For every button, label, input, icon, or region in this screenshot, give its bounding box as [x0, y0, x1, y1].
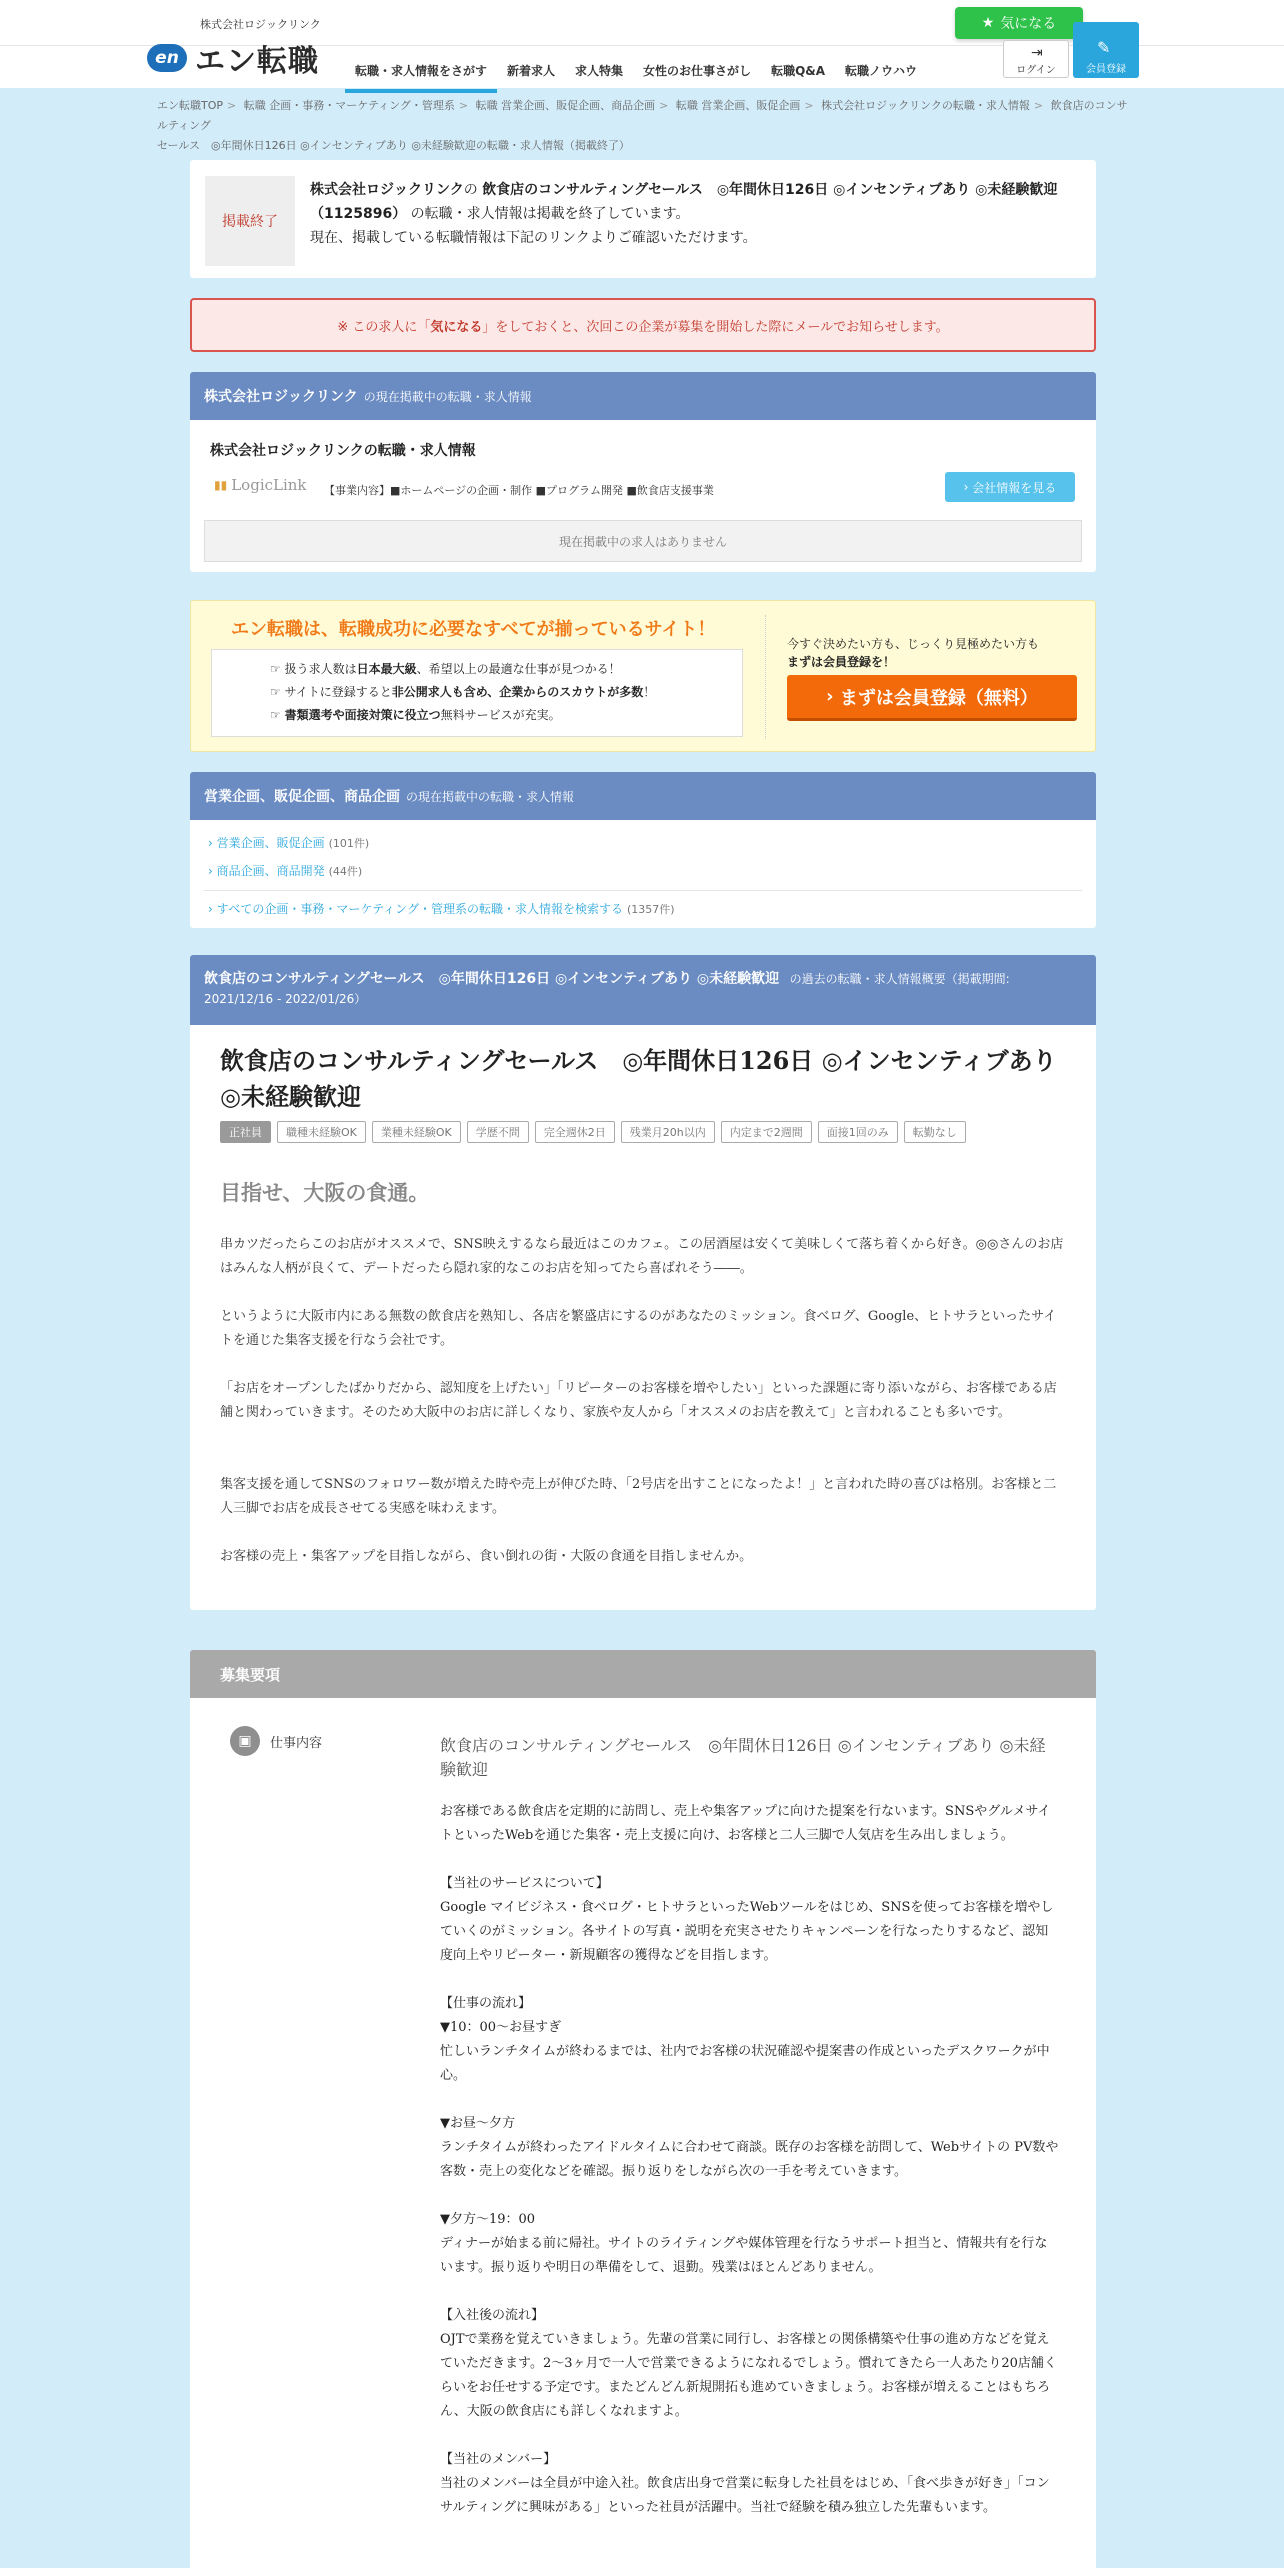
kininaru-button[interactable]: [955, 7, 1083, 39]
job-tag: 面接1回のみ: [818, 1121, 898, 1143]
company-logo: [214, 476, 307, 494]
divider: [204, 890, 1082, 891]
register-button[interactable]: [1073, 22, 1139, 78]
company-info-label: 会社情報を見る: [972, 480, 1057, 495]
job-tag: 残業月20h以内: [621, 1121, 715, 1143]
tag-employment-type: 正社員: [220, 1121, 271, 1143]
promo-list: [211, 649, 743, 737]
header-company-name: 株式会社ロジックリンク: [200, 18, 321, 31]
job-summary-card: [190, 955, 1096, 1610]
category-link-label: 商品企画、商品開発: [216, 864, 325, 878]
company-panel-title: 株式会社ロジックリンク: [204, 389, 358, 405]
requirements-title: 飲食店のコンサルティングセールス ◎年間休日126日 ◎インセンティブあり ◎未経験歓迎: [440, 1736, 1046, 1779]
job-tag: 学歴不問: [467, 1121, 529, 1143]
job-paragraph: 串カツだったらこのお店がオススメで、SNS映えするなら最近はこのカフェ。この居酒屋は安くて美味しくて落ち着くから好き。◎◎さんのお店はみんな人柄が良くて、デートだったら隠れ家的なこのお店を知ってたら喜ばれそう――。: [220, 1237, 1064, 1276]
job-paragraph: 集客支援を通してSNSのフォロワー数が増えた時や売上が伸びた時、「2号店を出すことになったよ！」と言われた時の喜びは格別。お客様と二人三脚でお店を成長させてる実感を味わえます。: [220, 1477, 1057, 1516]
breadcrumb-current: 飲食店のコンサルティング: [157, 99, 1128, 132]
ended-notice-card: [190, 160, 1096, 278]
hand-pointer-icon: ☞: [270, 685, 285, 699]
login-label: ログイン: [1016, 65, 1056, 76]
category-link[interactable]: › 営業企画、販促企画 (101件): [208, 836, 370, 850]
ended-line2: 現在、掲載している転職情報は下記のリンクよりご確認いただけます。: [310, 230, 757, 246]
company-panel-header: [190, 372, 1096, 420]
chevron-right-icon: ›: [963, 480, 973, 494]
requirements-card: [190, 1650, 1096, 2568]
nav-new-jobs[interactable]: 新着求人: [507, 64, 556, 78]
bar-chart-icon: ▮▮: [214, 478, 228, 492]
global-nav: [345, 56, 927, 93]
nav-women-jobs[interactable]: 女性のお仕事さがし: [643, 64, 752, 78]
nav-job-search[interactable]: 転職・求人情報をさがす: [345, 56, 497, 93]
hand-pointer-icon: ☞: [270, 662, 285, 676]
job-tag: 業種未経験OK: [372, 1121, 461, 1143]
company-info-button[interactable]: [945, 472, 1075, 502]
promo-title: エン転職は、転職成功に必要なすべてが揃っているサイト！: [231, 619, 716, 640]
category-link-count: (1357件): [626, 903, 675, 916]
breadcrumb-item[interactable]: 転職 企画・事務・マーケティング・管理系: [243, 99, 455, 112]
notice-suffix: 」をしておくと、次回この企業が募集を開始した際にメールでお知らせします。: [482, 319, 949, 335]
category-link-label: すべての企画・事務・マーケティング・管理系の転職・求人情報を検索する: [216, 902, 623, 916]
company-jobs-title: 株式会社ロジックリンクの転職・求人情報: [210, 443, 476, 459]
notice-prefix: ※ この求人に「: [337, 319, 431, 335]
category-link-count: (44件): [328, 865, 363, 878]
job-catchphrase: 目指せ、大阪の食通。: [220, 1180, 430, 1205]
job-tag: 完全週休2日: [535, 1121, 615, 1143]
category-search-all-link[interactable]: › すべての企画・事務・マーケティング・管理系の転職・求人情報を検索する (1357件): [208, 902, 675, 916]
notice-highlight: 気になる: [430, 319, 483, 335]
site-header: [0, 0, 1284, 88]
breadcrumb-item[interactable]: 転職 営業企画、販促企画: [675, 99, 801, 112]
kininaru-label: 気になる: [1000, 16, 1057, 32]
requirements-label: 仕事内容: [270, 1736, 323, 1751]
ended-job-title: 飲食店のコンサルティングセールス ◎年間休日126日 ◎インセンティブあり ◎未経験歓迎（1125896）: [310, 182, 1058, 222]
star-icon: ★: [981, 15, 995, 31]
ended-suffix: の転職・求人情報は掲載を終了しています。: [410, 206, 690, 222]
requirements-header: 募集要項: [190, 1650, 1096, 1698]
job-tag: 内定まで2週間: [721, 1121, 812, 1143]
ended-message: [310, 178, 1080, 250]
company-panel-subtitle: の現在掲載中の転職・求人情報: [363, 389, 532, 404]
ended-company: 株式会社ロジックリンク: [310, 182, 464, 198]
no-jobs-message: 現在掲載中の求人はありません: [204, 520, 1082, 562]
job-summary-header: [190, 955, 1096, 1025]
ended-badge: 掲載終了: [205, 176, 295, 266]
chevron-right-icon: ›: [826, 686, 840, 707]
logo-text: エン転職: [195, 44, 319, 79]
breadcrumb: エン転職TOP > 転職 企画・事務・マーケティング・管理系 > 転職 営業企画、販促企画、商品企画 > 転職 営業企画、販促企画 > 株式会社ロジックリンクの転職・求人情報 > 飲食店のコンサルティング セールス ◎年間休日126日 ◎インセンティブあり ◎未経験歓迎の転職・求人情報（掲載終了）: [157, 96, 1132, 156]
category-link-label: 営業企画、販促企画: [216, 836, 325, 850]
site-logo[interactable]: [147, 40, 319, 79]
promo-item: ☞ サイトに登録すると非公開求人も含め、企業からのスカウトが多数！: [270, 685, 656, 699]
promo-right-line1: 今すぐ決めたい方も、じっくり見極めたい方も: [787, 637, 1040, 651]
promo-divider: [765, 615, 766, 739]
hand-pointer-icon: ☞: [270, 708, 285, 722]
promo-right-line2: まずは会員登録を！: [787, 655, 896, 669]
cta-label: まずは会員登録（無料）: [839, 687, 1038, 709]
breadcrumb-current-cont: セールス ◎年間休日126日 ◎インセンティブあり ◎未経験歓迎の転職・求人情報（掲載終了）: [157, 139, 630, 152]
pencil-icon: ✎: [1097, 38, 1111, 57]
register-cta-button[interactable]: [787, 675, 1077, 721]
job-paragraph: お客様の売上・集客アップを目指しながら、食い倒れの街・大阪の食通を目指しませんか。: [220, 1549, 753, 1564]
breadcrumb-item[interactable]: 転職 営業企画、販促企画、商品企画: [475, 99, 656, 112]
briefcase-icon: ▣: [230, 1726, 260, 1756]
company-business: 【事業内容】■ホームページの企画・制作 ■プログラム開発 ■飲食店支援事業: [324, 484, 714, 497]
promo-item: ☞ 扱う求人数は日本最大級、希望以上の最適な仕事が見つかる！: [270, 662, 621, 676]
job-title: 飲食店のコンサルティングセールス ◎年間休日126日 ◎インセンティブあり ◎未経験歓迎: [220, 1046, 1057, 1111]
promo-banner: [190, 600, 1096, 752]
category-panel: [190, 772, 1096, 928]
job-tags: [220, 1121, 966, 1143]
promo-register-text: [787, 635, 1039, 671]
login-icon: ⇥: [1031, 45, 1043, 61]
breadcrumb-item[interactable]: エン転職TOP: [157, 99, 224, 112]
job-summary-period: の過去の転職・求人情報概要（掲載期間: 2021/12/16 - 2022/01/26）: [204, 972, 1010, 1006]
job-paragraph: というように大阪市内にある無数の飲食店を熟知し、各店を繁盛店にするのがあなたのミッション。食べログ、Google、ヒトサラといったサイトを通じた集客支援を行なう会社です。: [220, 1309, 1057, 1348]
promo-item: ☞ 書類選考や面接対策に役立つ無料サービスが充実。: [270, 708, 561, 722]
job-tag: 職種未経験OK: [277, 1121, 366, 1143]
category-panel-subtitle: の現在掲載中の転職・求人情報: [406, 789, 575, 804]
ended-no: の: [463, 182, 478, 198]
job-paragraph: 「お店をオープンしたばかりだから、認知度を上げたい」「リピーターのお客様を増やしたい」といった課題に寄り添いながら、お客様である店舗と関わっていきます。そのため大阪中のお店に詳しくなり、家族や友人から「オススメのお店を教えて」と言われることも多いです。: [220, 1381, 1057, 1420]
nav-knowhow[interactable]: 転職ノウハウ: [845, 64, 918, 78]
login-button[interactable]: [1003, 40, 1069, 78]
category-link[interactable]: › 商品企画、商品開発 (44件): [208, 864, 363, 878]
category-panel-title: 営業企画、販促企画、商品企画: [204, 789, 400, 805]
register-label: 会員登録: [1086, 64, 1126, 75]
category-panel-header: [190, 772, 1096, 820]
logo-en-mark: en: [147, 44, 187, 72]
breadcrumb-item[interactable]: 株式会社ロジックリンクの転職・求人情報: [821, 99, 1030, 112]
job-tag: 転勤なし: [904, 1121, 966, 1143]
job-summary-title: 飲食店のコンサルティングセールス ◎年間休日126日 ◎インセンティブあり ◎未経験歓迎: [204, 971, 780, 987]
nav-qa[interactable]: 転職Q&A: [771, 64, 826, 78]
nav-features[interactable]: 求人特集: [575, 64, 624, 78]
category-link-count: (101件): [328, 837, 370, 850]
requirements-text: お客様である飲食店を定期的に訪問し、売上や集客アップに向けた提案を行ないます。SNSやグルメサイトといったWebを通じた集客・売上支援に向け、お客様と二人三脚で人気店を生み出しましょう。 【当社のサービスについて】 Google マイビジネス・食べログ・ヒトサラといったWebツールをはじめ、SNSを使ってお客様を増やしていくのがミッション。各サイトの写真・説明を充実させたりキャンペーンを行なったりするなど、認知度向上やリピーター・新規顧客の獲得などを目指します。 【仕事の流れ】 ▼10：00～お昼すぎ 忙しいランチタイムが終わるまでは、社内でお客様の状況確認や提案書の作成といったデスクワークが中心。 ▼お昼～夕方 ランチタイムが終わったアイドルタイムに合わせて商談。既存のお客様を訪問して、Webサイトの PV数や客数・売上の変化などを確認。振り返りをしながら次の一手を考えていきます。 ▼夕方～19：00 ディナーが始まる前に帰社。サイトのライティングや媒体管理を行なうサポート担当と、情報共有を行ないます。振り返りや明日の準備をして、退勤。残業はほとんどありません。 【入社後の流れ】 OJTで業務を覚えていきましょう。先輩の営業に同行し、お客様との関係構築や仕事の進め方などを覚えていただきます。2～3ヶ月で一人で営業できるようになれるでしょう。慣れてきたら一人あたり20店舗くらいをお任せする予定です。またどんどん新規開拓も進めていきましょう。お客様が増えることはもちろん、大阪の飲食店にも詳しくなれますよ。 【当社のメンバー】 当社のメンバーは全員が中途入社。飲食店出身で営業に転身した社員をはじめ、「食べ歩きが好き」「コンサルティングに興味がある」といった社員が活躍中。当社で経験を積み独立した先輩もいます。: [440, 1804, 1059, 2515]
company-panel: [190, 372, 1096, 572]
company-logo-text: LogicLink: [231, 476, 307, 494]
kininaru-notice: [190, 298, 1096, 352]
